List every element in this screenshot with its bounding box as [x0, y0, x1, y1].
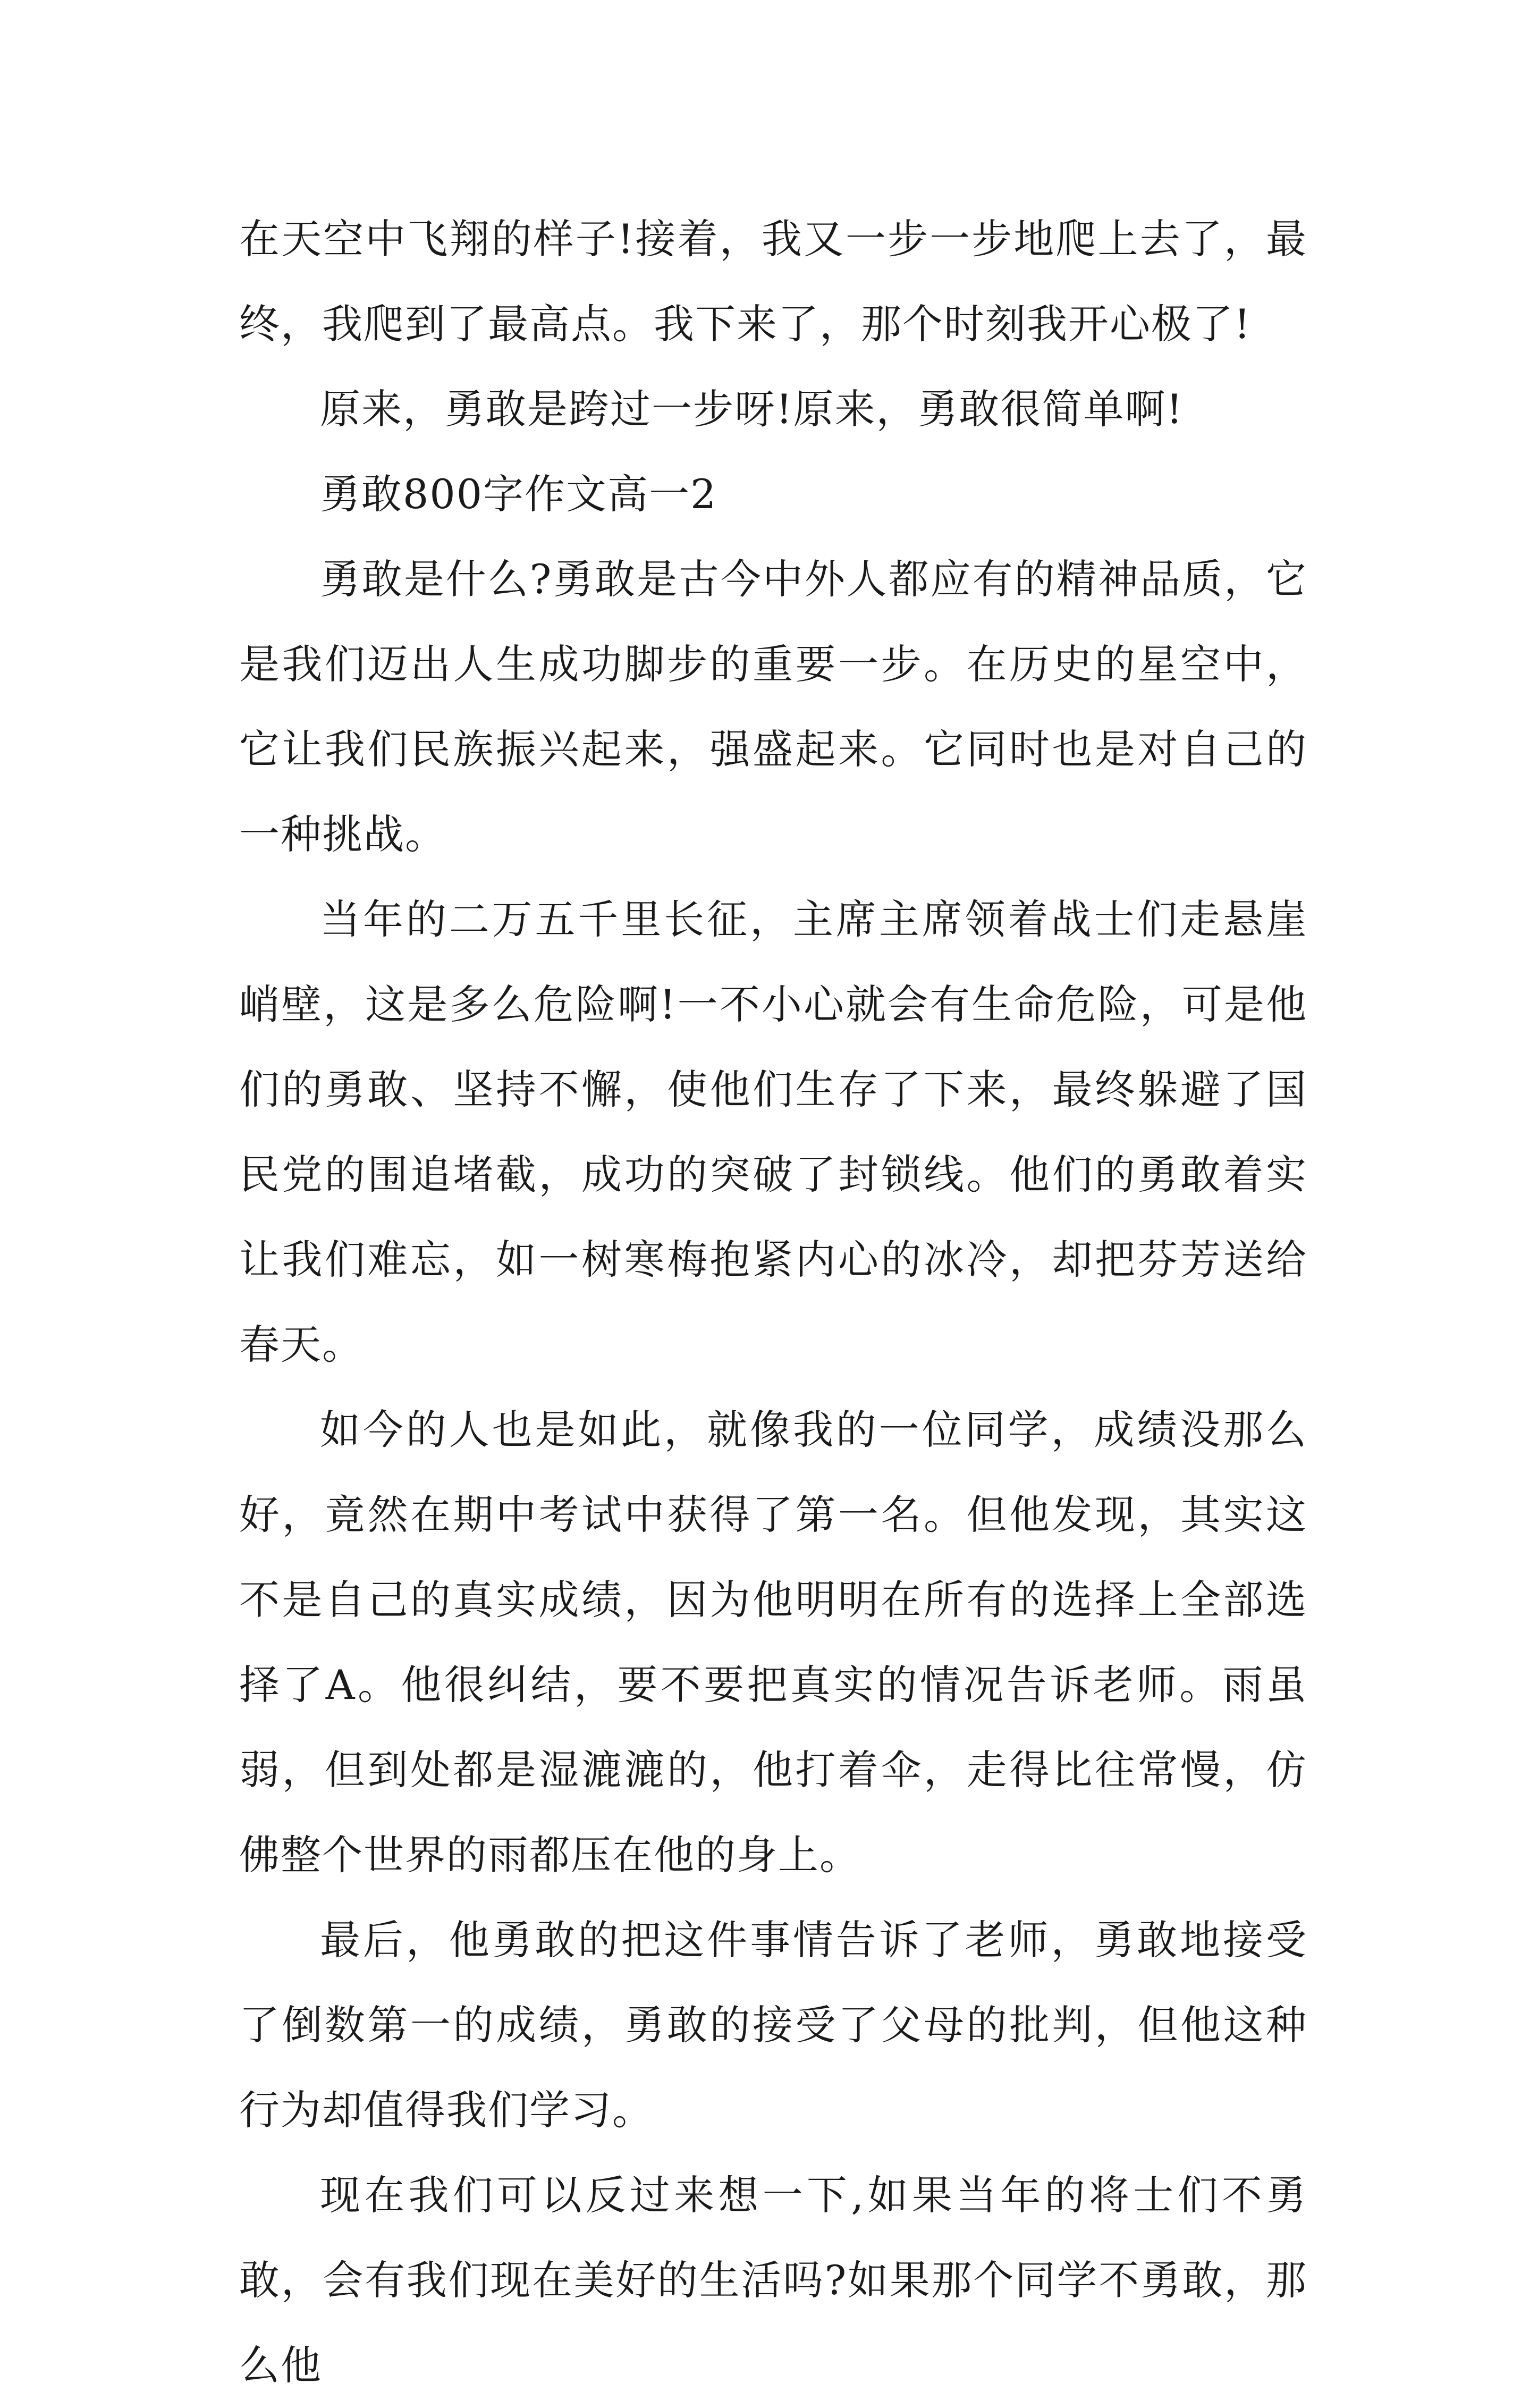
paragraph: 原来，勇敢是跨过一步呀!原来，勇敢很简单啊!: [320, 385, 1184, 433]
paragraph: 当年的二万五千里长征，主席主席领着战士们走悬崖峭壁，这是多么危险啊!一不小心就会有生命危险，可是他们的勇敢、坚持不懈，使他们生存了下来，最终躲避了国民党的围追堵截，成功的突破了封锁线。他们的勇敢着实让我们难忘，如一树寒梅抱紧内心的冰冷，却把芬芳送给春天。: [239, 896, 1307, 1368]
paragraph: 现在我们可以反过来想一下,如果当年的将士们不勇敢，会有我们现在美好的生活吗?如果那个同学不勇敢，那么他: [239, 2171, 1307, 2389]
paragraph: 勇敢是什么?勇敢是古今中外人都应有的精神品质，它是我们迈出人生成功脚步的重要一步。在历史的星空中，它让我们民族振兴起来，强盛起来。它同时也是对自己的一种挑战。: [239, 555, 1307, 858]
document-body: [239, 197, 1307, 2408]
paragraph-continued: 在天空中飞翔的样子!接着，我又一步一步地爬上去了，最终，我爬到了最高点。我下来了，那个时刻我开心极了!: [239, 215, 1307, 348]
paragraph: 最后，他勇敢的把这件事情告诉了老师，勇敢地接受了倒数第一的成绩，勇敢的接受了父母的批判，但他这种行为却值得我们学习。: [239, 1916, 1307, 2134]
paragraph: 如今的人也是如此，就像我的一位同学，成绩没那么好，竟然在期中考试中获得了第一名。但他发现，其实这不是自己的真实成绩，因为他明明在所有的选择上全部选择了A。他很纠结，要不要把真实的情况告诉老师。雨虽弱，但到处都是湿漉漉的，他打着伞，走得比往常慢，仿佛整个世界的雨都压在他的身上。: [239, 1406, 1307, 1879]
essay-title: 勇敢800字作文高一2: [320, 470, 717, 518]
